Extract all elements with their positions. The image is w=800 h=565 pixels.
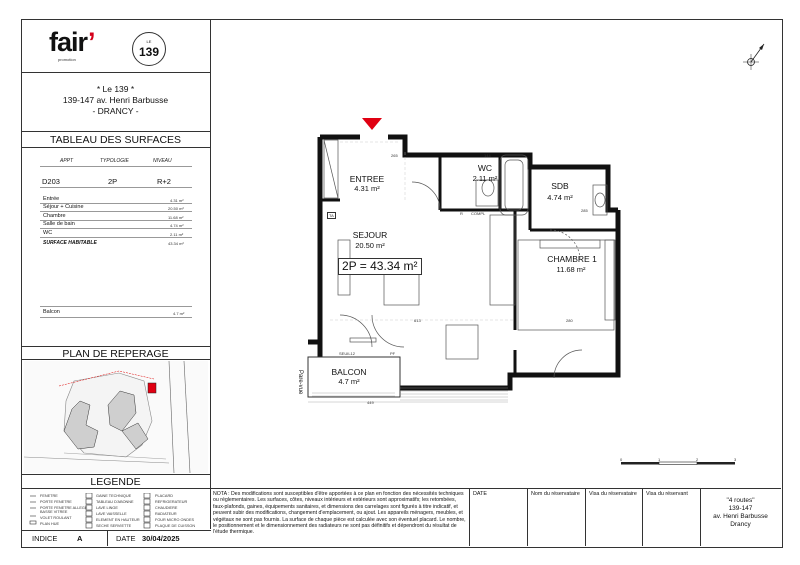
legend-item: SECHE SERVIETTE (96, 524, 132, 528)
legend-item: PLAN HUE (40, 522, 59, 526)
site-plan-image (24, 361, 208, 473)
col-reservant-visa: Visa du réservant (646, 491, 688, 497)
address-line-3: - DRANCY - (92, 106, 139, 116)
balcony-label: Balcon (43, 309, 60, 315)
total-label: SURFACE HABITABLE (43, 240, 97, 246)
mark-compl: COMPL (471, 211, 486, 216)
legend-item: PLAQUE DE CUISSON (155, 524, 196, 528)
divider (21, 530, 211, 531)
divider (21, 72, 211, 73)
brand-logo: fair’ (49, 27, 95, 57)
north-arrow-icon (735, 40, 771, 76)
date-label: DATE (116, 534, 136, 543)
legend-item: PLACARD (155, 494, 173, 498)
scale-label: 1 (658, 457, 661, 462)
room-label-chambre: CHAMBRE 1 (547, 254, 597, 264)
divider (21, 147, 211, 148)
divider (107, 530, 108, 546)
header-typology: TYPOLOGIE (100, 158, 129, 164)
legend-item: RADIATEUR (155, 512, 177, 516)
mark-pare-vue: Pare-vue (297, 370, 303, 395)
divider (469, 488, 470, 546)
col-date: DATE (473, 491, 487, 497)
address-line-1: * Le 139 * (96, 84, 135, 94)
scale-label: 2 (696, 457, 699, 462)
legend-item: VOLET ROULANT (40, 516, 72, 520)
row-divider (40, 228, 192, 229)
left-panel-divider (210, 19, 211, 529)
balcony-area: 4.7 m² (173, 311, 185, 316)
dimension-label: 285 (581, 208, 588, 213)
divider (21, 488, 211, 489)
address-line-2: 139-147 av. Henri Barbusse (62, 95, 169, 105)
project-badge (132, 32, 166, 66)
indice-value: A (77, 534, 83, 543)
room-area: 4.74 m² (170, 223, 184, 228)
badge-number: 139 (138, 45, 160, 59)
legend-title: LEGENDE (90, 476, 141, 488)
room-label-sdb: SDB (551, 181, 569, 191)
dimension-label: 144 (484, 153, 491, 158)
legend-item: CHAUDIERE (155, 506, 178, 510)
legend-item: GAINE TECHNIQUE (96, 494, 132, 498)
total-area-box: 2P = 43.34 m² (338, 258, 422, 275)
mark-r: R (460, 211, 463, 216)
room-area: 20.50 m² (168, 206, 184, 211)
dimension-label: 280 (566, 318, 573, 323)
project-stamp (700, 497, 781, 529)
scale-label: 3 (734, 457, 737, 462)
legend-item: TABLEAU D'ABONNE (96, 500, 134, 504)
disclaimer-note: NOTA : Des modifications sont susceptibles d'être apportées à ce plan en fonction des nécessités techniques ou réglementaires. Les surfaces, côtes, niveaux intérieurs et extérieurs sont approximatifs; les retombées, faux-plafonds, gaines, équipements sanitaires, et dimensions des carrelages sont figurés à titre indicatif, et peuvent subir des modifications, changement d'emplacement, ou ajout. Les appareils ménagers, meubles, et végétaux ne sont pas fournis. La surface de chaque pièce est calculée avec son éventuel placard. Le nombre, le positionnement et le dimensionnement des radiateurs ne sont pas définitifs et dépendront du résultat de l'étude thermique. (213, 491, 466, 536)
dimension-label: 613 (414, 318, 421, 323)
room-area-balcon: 4.7 m² (338, 377, 360, 386)
total-area: 43.34 m² (168, 241, 184, 246)
legend-item: LAVE LINGE (96, 506, 118, 510)
mark-pf: PF (390, 351, 396, 356)
room-label-sejour: SEJOUR (352, 230, 388, 240)
mark-seuil: SEUIL12 (339, 351, 356, 356)
indice-label: INDICE (32, 534, 58, 543)
surfaces-title: TABLEAU DES SURFACES (49, 134, 182, 146)
apt-level: R+2 (157, 177, 171, 186)
room-label-wc: WC (477, 163, 493, 173)
row-divider (40, 237, 192, 238)
scale-bar (618, 457, 740, 469)
room-area-sejour: 20.50 m² (355, 241, 385, 250)
divider (585, 488, 586, 546)
stamp-line: 139-147 (728, 505, 753, 512)
room-area: 4.31 m² (170, 198, 184, 203)
apt-number: D203 (42, 177, 60, 186)
brand-logo-sub: promotion (58, 57, 76, 62)
legend-item: LAVE VAISSELLE (96, 512, 127, 516)
room-area-wc: 2.11 m² (472, 174, 498, 183)
room-area-sdb: 4.74 m² (547, 193, 573, 202)
stamp-line: "4 routes" (726, 497, 755, 504)
legend-item: REFRIGERATEUR (155, 500, 188, 504)
room-name: Séjour + Cuisine (43, 204, 84, 210)
room-name: Chambre (43, 213, 66, 219)
row-divider (40, 187, 192, 188)
legend-item: BASSE VITREE (40, 510, 68, 514)
row-divider (40, 211, 192, 212)
row-divider (40, 306, 192, 307)
room-label-entree: ENTREE (349, 174, 385, 184)
legend-item: FENETRE (40, 494, 58, 498)
divider (21, 474, 211, 475)
room-area-entree: 4.31 m² (354, 184, 380, 193)
stamp-line: av. Henri Barbusse (713, 513, 768, 520)
legend-item: PORTE FENETRE (40, 500, 72, 504)
room-area: 2.11 m² (170, 232, 184, 237)
scale-label: 0 (620, 457, 623, 462)
divider (527, 488, 528, 546)
legend-item: ELEMENT EN HAUTEUR (96, 518, 140, 522)
divider (21, 346, 211, 347)
divider (21, 131, 211, 132)
legend-item: FOUR MICRO ONDES (155, 518, 195, 522)
reperage-title: PLAN DE REPERAGE (62, 348, 169, 360)
room-area: 11.68 m² (168, 215, 184, 220)
room-name: Entrée (43, 196, 60, 202)
legend-symbols (28, 493, 208, 529)
mark-ta: TA (329, 213, 334, 218)
room-name: Salle de bain (43, 221, 75, 227)
header-level: NIVEAU (153, 158, 172, 164)
col-reservataire-visa: Visa du réservataire (589, 491, 637, 497)
room-label-balcon: BALCON (331, 367, 367, 377)
col-reservataire-name: Nom du réservataire (531, 491, 580, 497)
dimension-label: 449 (367, 400, 374, 405)
dimension-label: 265 (391, 153, 398, 158)
legend-item: PORTE FENETRE ALLEGE (40, 506, 88, 510)
badge-small-text: LE (146, 39, 152, 44)
divider (642, 488, 643, 546)
row-divider (40, 317, 192, 318)
date-value: 30/04/2025 (142, 534, 180, 543)
stamp-line: Drancy (730, 521, 751, 528)
header-appt: APPT (60, 158, 74, 164)
room-area-chambre: 11.68 m² (556, 265, 586, 274)
apt-typology: 2P (108, 177, 118, 186)
room-name: WC (43, 230, 53, 236)
